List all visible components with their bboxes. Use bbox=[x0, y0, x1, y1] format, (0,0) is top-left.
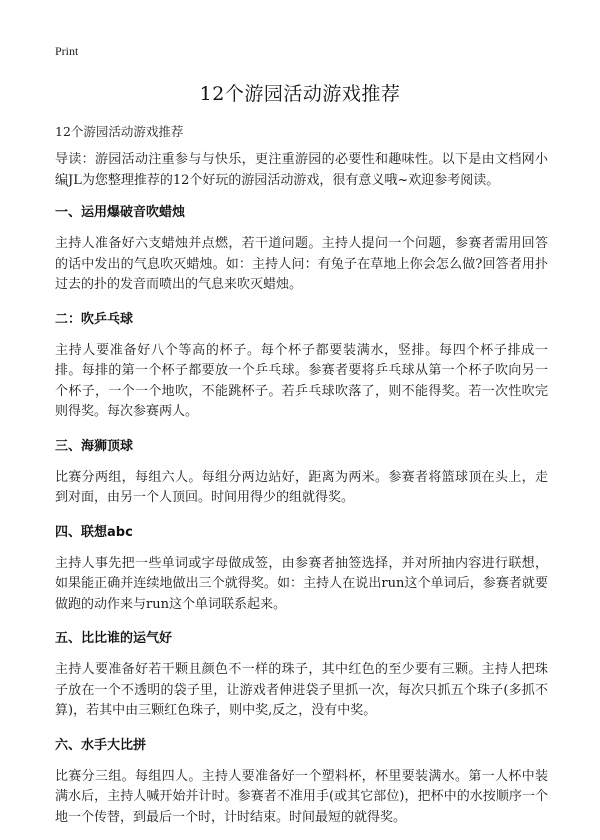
section-body: 比赛分两组，每组六人。每组分两边站好，距离为两米。参赛者将篮球顶在头上，走到对面，由另一个人顶回。时间用得少的组就得奖。 bbox=[55, 469, 548, 505]
section-heading: 六、水手大比拼 bbox=[55, 737, 147, 753]
section-body: 主持人准备好六支蜡烛并点燃，若干道问题。主持人提问一个问题，参赛者需用回答的话中发出的气息吹灭蜡烛。如：主持人问：有兔子在草地上你会怎么做?回答者用扑过去的扑的发音而喷出的气息来吹灭蜡烛。 bbox=[55, 236, 548, 292]
print-link[interactable]: Print bbox=[55, 44, 79, 58]
section-6 bbox=[55, 734, 548, 829]
section-body: 比赛分三组。每组四人。主持人要准备好一个塑料杯，杯里要装满水。第一人杯中装满水后，主持人喊开始并计时。参赛者不准用手(或其它部位)，把杯中的水按顺序一个地一个传替，到最后一个时，计时结束。时间最短的就得奖。 bbox=[55, 768, 548, 825]
document-subtitle: 12个游园活动游戏推荐 bbox=[55, 124, 184, 139]
page-title: 12个游园活动游戏推荐 bbox=[199, 83, 401, 105]
section-heading: 二：吹乒乓球 bbox=[55, 311, 134, 327]
section-heading: 一、运用爆破音吹蜡烛 bbox=[55, 205, 186, 220]
document-body bbox=[55, 150, 548, 840]
section-body: 主持人事先把一些单词或字母做成签，由参赛者抽签选择，并对所抽内容进行联想，如果能正确并连续地做出三个就得奖。如：主持人在说出run这个单词后，参赛者就要做跑的动作来与run这个单词联系起来。 bbox=[55, 555, 548, 612]
section-3 bbox=[55, 435, 548, 509]
section-4 bbox=[55, 521, 548, 616]
section-body: 主持人要准备好若干颗且颜色不一样的珠子，其中红色的至少要有三颗。主持人把珠子放在一个不透明的袋子里，让游戏者伸进袋子里抓一次，每次只抓五个珠子(多抓不算)，若其中由三颗红色珠子，则中奖,反之，没有中奖。 bbox=[55, 662, 548, 718]
section-body: 主持人要准备好八个等高的杯子。每个杯子都要装满水，竖排。每四个杯子排成一排。每排的第一个杯子都要放一个乒乓球。参赛者要将乒乓球从第一个杯子吹向另一个杯子，一个一个地吹，不能跳杯子。若乒乓球吹落了，则不能得奖。若一次性吹完则得奖。每次参赛两人。 bbox=[55, 342, 548, 419]
section-2 bbox=[55, 308, 548, 423]
section-heading: 五、比比谁的运气好 bbox=[55, 631, 173, 646]
intro-paragraph: 导读：游园活动注重参与与快乐，更注重游园的必要性和趣味性。以下是由文档网小编JL为您整理推荐的12个好玩的游园活动游戏，很有意义哦~欢迎参考阅读。 bbox=[55, 152, 548, 188]
section-5 bbox=[55, 627, 548, 722]
section-1 bbox=[55, 201, 548, 296]
section-heading: 三、海狮顶球 bbox=[55, 438, 134, 454]
section-heading: 四、联想abc bbox=[55, 524, 133, 540]
